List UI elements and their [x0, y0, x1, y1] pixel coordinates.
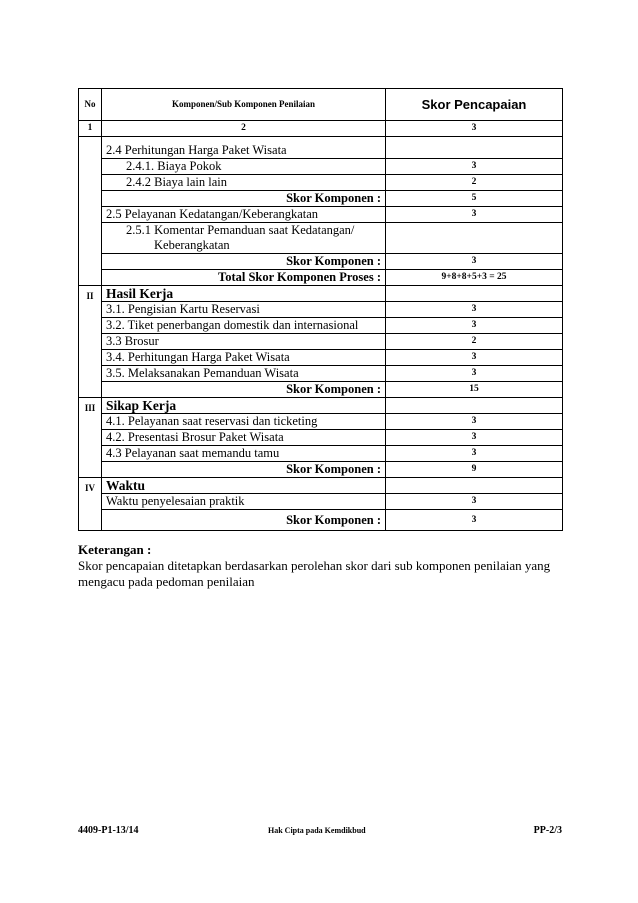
- table-row: [79, 207, 563, 223]
- table-row: [79, 334, 563, 350]
- row-no-empty: [79, 137, 102, 286]
- row-score: [386, 478, 563, 494]
- table-row: [79, 223, 563, 239]
- skor-komponen-label: Skor Komponen :: [102, 191, 386, 207]
- row-score: 3: [386, 318, 563, 334]
- section-header-row: [79, 398, 563, 414]
- section-number: III: [79, 398, 102, 478]
- header-component: Komponen/Sub Komponen Penilaian: [102, 89, 386, 121]
- row-label: 2.4.1. Biaya Pokok: [102, 159, 386, 175]
- row-score: 3: [386, 430, 563, 446]
- section-title: Hasil Kerja: [102, 286, 386, 302]
- col-number-2: 2: [102, 121, 386, 137]
- row-label: 2.5 Pelayanan Kedatangan/Keberangkatan: [102, 207, 386, 223]
- table-row: [79, 510, 563, 531]
- table-row: [79, 159, 563, 175]
- row-score: [386, 286, 563, 302]
- table-row: [79, 366, 563, 382]
- total-label: Total Skor Komponen Proses :: [102, 270, 386, 286]
- footer-doc-code: 4409-P1-13/14: [78, 825, 139, 836]
- skor-komponen-label: Skor Komponen :: [102, 510, 386, 531]
- table-row: [79, 446, 563, 462]
- section-header-row: [79, 478, 563, 494]
- total-row: [79, 270, 563, 286]
- row-score: 2: [386, 175, 563, 191]
- table-row: [79, 191, 563, 207]
- row-score: [386, 223, 563, 239]
- row-label: 2.4.2 Biaya lain lain: [102, 175, 386, 191]
- skor-komponen-value: 15: [386, 382, 563, 398]
- table-row: [79, 318, 563, 334]
- row-label: 4.3 Pelayanan saat memandu tamu: [102, 446, 386, 462]
- row-score: [386, 398, 563, 414]
- row-label: 3.3 Brosur: [102, 334, 386, 350]
- table-row: [79, 238, 563, 254]
- row-label: 3.2. Tiket penerbangan domestik dan internasional: [102, 318, 386, 334]
- row-label: Keberangkatan: [102, 238, 386, 254]
- row-label: 3.5. Melaksanakan Pemanduan Wisata: [102, 366, 386, 382]
- row-score: 3: [386, 302, 563, 318]
- row-label: 3.1. Pengisian Kartu Reservasi: [102, 302, 386, 318]
- table-row: [79, 382, 563, 398]
- footer-copyright: Hak Cipta pada Kemdikbud: [268, 826, 366, 835]
- section-title: Sikap Kerja: [102, 398, 386, 414]
- skor-komponen-value: 3: [386, 510, 563, 531]
- row-label: 2.5.1 Komentar Pemanduan saat Kedatangan/: [102, 223, 386, 239]
- row-score: 3: [386, 207, 563, 223]
- table-row: [79, 430, 563, 446]
- skor-komponen-label: Skor Komponen :: [102, 254, 386, 270]
- table-row: [79, 350, 563, 366]
- column-number-row: [79, 121, 563, 137]
- row-label: 4.2. Presentasi Brosur Paket Wisata: [102, 430, 386, 446]
- header-no: No: [79, 89, 102, 121]
- col-number-3: 3: [386, 121, 563, 137]
- note-line-1: Skor pencapaian ditetapkan berdasarkan perolehan skor dari sub komponen penilaian yang: [78, 558, 551, 573]
- row-label: 2.4 Perhitungan Harga Paket Wisata: [102, 143, 386, 159]
- total-value: 9+8+8+5+3 = 25: [386, 270, 563, 286]
- row-label: Waktu penyelesaian praktik: [102, 494, 386, 510]
- section-number: II: [79, 286, 102, 398]
- score-table: [78, 88, 563, 531]
- section-header-row: [79, 286, 563, 302]
- table-row: [79, 143, 563, 159]
- row-score: 3: [386, 366, 563, 382]
- table-row: [79, 462, 563, 478]
- col-number-1: 1: [79, 121, 102, 137]
- note-title: Keterangan :: [78, 542, 152, 557]
- table-row: [79, 494, 563, 510]
- row-score: 3: [386, 350, 563, 366]
- section-title: Waktu: [102, 478, 386, 494]
- skor-komponen-label: Skor Komponen :: [102, 462, 386, 478]
- note-line-2: mengacu pada pedoman penilaian: [78, 574, 255, 589]
- header-score: Skor Pencapaian: [386, 89, 563, 121]
- skor-komponen-label: Skor Komponen :: [102, 382, 386, 398]
- footer-page-number: PP-2/3: [533, 825, 562, 836]
- table-row: [79, 175, 563, 191]
- row-score: 3: [386, 414, 563, 430]
- table-row: [79, 302, 563, 318]
- skor-komponen-value: 3: [386, 254, 563, 270]
- table-row: [79, 414, 563, 430]
- row-score: 3: [386, 446, 563, 462]
- note-section: [78, 542, 578, 590]
- row-score: 3: [386, 159, 563, 175]
- skor-komponen-value: 9: [386, 462, 563, 478]
- row-score: [386, 143, 563, 159]
- table-header-row: [79, 89, 563, 121]
- row-label: 3.4. Perhitungan Harga Paket Wisata: [102, 350, 386, 366]
- row-score: 3: [386, 494, 563, 510]
- table-row: [79, 254, 563, 270]
- row-label: 4.1. Pelayanan saat reservasi dan ticketing: [102, 414, 386, 430]
- section-number: IV: [79, 478, 102, 531]
- skor-komponen-value: 5: [386, 191, 563, 207]
- row-score: [386, 238, 563, 254]
- row-score: 2: [386, 334, 563, 350]
